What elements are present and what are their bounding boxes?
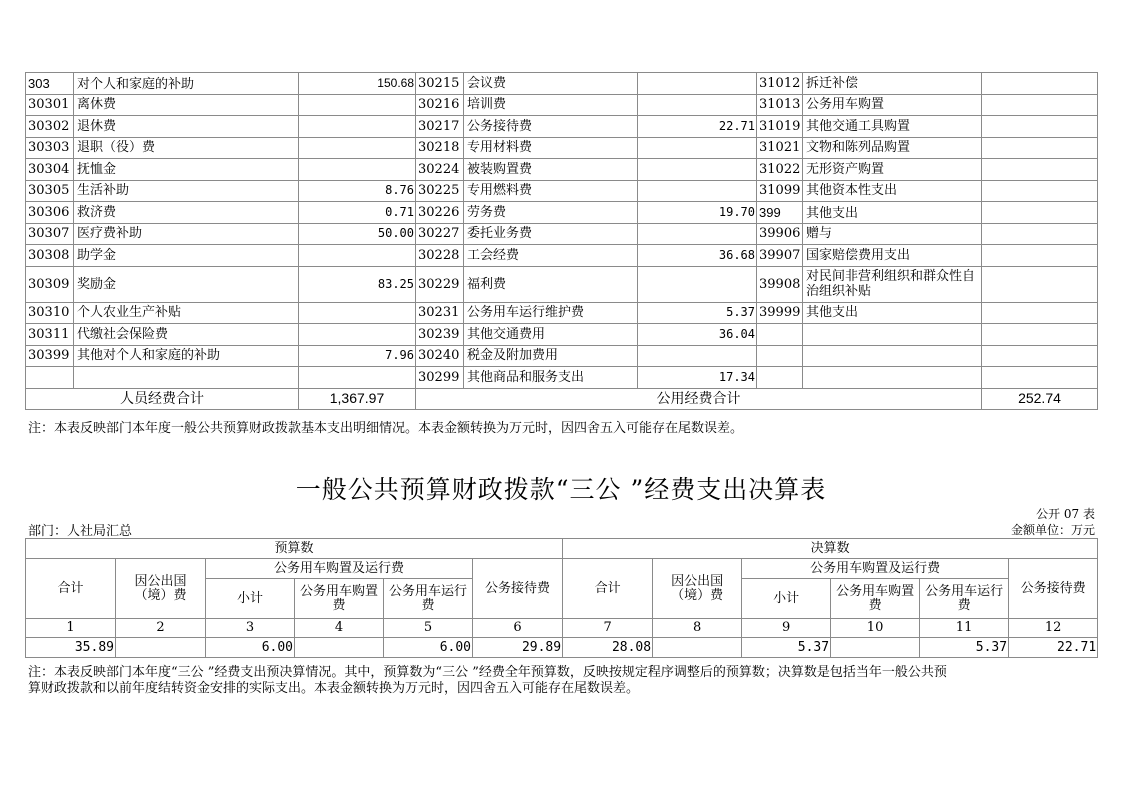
column-number: 12 bbox=[1009, 619, 1098, 638]
amount-cell bbox=[982, 137, 1098, 159]
code-cell: 399 bbox=[757, 202, 803, 224]
amount-cell: 5.37 bbox=[638, 302, 757, 324]
amount-cell bbox=[299, 324, 416, 346]
budget-total-header: 合计 bbox=[26, 559, 116, 619]
final-total-header: 合计 bbox=[563, 559, 653, 619]
amount-cell bbox=[982, 345, 1098, 367]
table-row bbox=[26, 94, 1098, 116]
code-cell: 30299 bbox=[416, 367, 464, 389]
value-cell: 35.89 bbox=[26, 638, 116, 658]
unit-label: 金额单位：万元 bbox=[1010, 523, 1095, 537]
amount-cell: 0.71 bbox=[299, 202, 416, 224]
name-cell: 会议费 bbox=[464, 73, 638, 95]
budget-vehicle-operation-header: 公务用车运行费 bbox=[384, 579, 473, 619]
name-cell: 个人农业生产补贴 bbox=[74, 302, 299, 324]
code-cell: 30225 bbox=[416, 180, 464, 202]
budget-abroad-header: 因公出国（境）费 bbox=[116, 559, 206, 619]
value-cell: 6.00 bbox=[384, 638, 473, 658]
code-cell: 31019 bbox=[757, 116, 803, 138]
name-cell: 被装购置费 bbox=[464, 159, 638, 181]
value-cell: 22.71 bbox=[1009, 638, 1098, 658]
name-cell bbox=[803, 324, 982, 346]
code-cell bbox=[757, 345, 803, 367]
amount-cell bbox=[638, 223, 757, 245]
amount-cell bbox=[982, 73, 1098, 95]
name-cell: 其他交通费用 bbox=[464, 324, 638, 346]
name-cell: 生活补助 bbox=[74, 180, 299, 202]
table-row bbox=[26, 245, 1098, 267]
amount-cell bbox=[982, 324, 1098, 346]
personnel-total-value: 1,367.97 bbox=[299, 388, 416, 409]
amount-cell: 7.96 bbox=[299, 345, 416, 367]
name-cell: 抚恤金 bbox=[74, 159, 299, 181]
final-subtotal-header: 小计 bbox=[742, 579, 831, 619]
table-row bbox=[26, 73, 1098, 95]
name-cell bbox=[803, 367, 982, 389]
department-label: 部门：人社局汇总 bbox=[28, 524, 133, 539]
form-number: 公开 07 表 bbox=[1036, 507, 1095, 521]
name-cell: 工会经费 bbox=[464, 245, 638, 267]
name-cell: 公务用车运行维护费 bbox=[464, 302, 638, 324]
final-vehicle-purchase-header: 公务用车购置费 bbox=[831, 579, 920, 619]
amount-cell bbox=[982, 159, 1098, 181]
budget-subtotal-header: 小计 bbox=[206, 579, 295, 619]
value-cell bbox=[653, 638, 742, 658]
table-row bbox=[26, 159, 1098, 181]
name-cell: 国家赔偿费用支出 bbox=[803, 245, 982, 267]
code-cell: 30239 bbox=[416, 324, 464, 346]
amount-cell: 17.34 bbox=[638, 367, 757, 389]
value-cell bbox=[831, 638, 920, 658]
name-cell bbox=[74, 367, 299, 389]
amount-cell bbox=[982, 116, 1098, 138]
code-cell: 30216 bbox=[416, 94, 464, 116]
code-cell: 31013 bbox=[757, 94, 803, 116]
name-cell: 税金及附加费用 bbox=[464, 345, 638, 367]
column-number: 11 bbox=[920, 619, 1009, 638]
amount-cell bbox=[638, 73, 757, 95]
amount-cell: 36.04 bbox=[638, 324, 757, 346]
amount-cell: 19.70 bbox=[638, 202, 757, 224]
code-cell: 31022 bbox=[757, 159, 803, 181]
code-cell: 30301 bbox=[26, 94, 74, 116]
amount-cell bbox=[299, 137, 416, 159]
amount-cell: 36.68 bbox=[638, 245, 757, 267]
public-total-value: 252.74 bbox=[982, 388, 1098, 409]
budget-reception-header: 公务接待费 bbox=[473, 559, 563, 619]
table-row bbox=[26, 345, 1098, 367]
budget-header: 预算数 bbox=[26, 539, 563, 559]
name-cell: 福利费 bbox=[464, 266, 638, 302]
note-three-public-line1: 注：本表反映部门本年度“三公 ”经费支出预决算情况。其中，预算数为“三公 ”经费全年预算数，反映按规定程序调整后的预算数；决算数是包括当年一般公共预 bbox=[28, 665, 947, 680]
code-cell: 39906 bbox=[757, 223, 803, 245]
name-cell: 其他商品和服务支出 bbox=[464, 367, 638, 389]
amount-cell: 150.68 bbox=[299, 73, 416, 95]
code-cell bbox=[26, 367, 74, 389]
code-cell: 39908 bbox=[757, 266, 803, 302]
code-cell: 30240 bbox=[416, 345, 464, 367]
basic-expenditure-detail-table bbox=[25, 72, 1098, 410]
code-cell: 30399 bbox=[26, 345, 74, 367]
code-cell: 31021 bbox=[757, 137, 803, 159]
code-cell: 30307 bbox=[26, 223, 74, 245]
name-cell: 培训费 bbox=[464, 94, 638, 116]
table-row bbox=[26, 266, 1098, 302]
amount-cell bbox=[982, 223, 1098, 245]
detail-table-body bbox=[26, 73, 1098, 389]
amount-cell bbox=[638, 345, 757, 367]
name-cell: 其他对个人和家庭的补助 bbox=[74, 345, 299, 367]
code-cell: 30302 bbox=[26, 116, 74, 138]
code-cell: 39907 bbox=[757, 245, 803, 267]
amount-cell bbox=[982, 202, 1098, 224]
code-cell: 30215 bbox=[416, 73, 464, 95]
name-cell: 其他资本性支出 bbox=[803, 180, 982, 202]
name-cell bbox=[803, 345, 982, 367]
personnel-total-label: 人员经费合计 bbox=[26, 388, 299, 409]
note-basic-expenditure: 注：本表反映部门本年度一般公共预算财政拨款基本支出明细情况。本表金额转换为万元时，因四舍五入可能存在尾数误差。 bbox=[28, 421, 744, 436]
amount-cell bbox=[982, 245, 1098, 267]
table-row bbox=[26, 324, 1098, 346]
code-cell: 30309 bbox=[26, 266, 74, 302]
name-cell: 委托业务费 bbox=[464, 223, 638, 245]
amount-cell bbox=[982, 94, 1098, 116]
name-cell: 拆迁补偿 bbox=[803, 73, 982, 95]
table-row bbox=[26, 202, 1098, 224]
final-header: 决算数 bbox=[563, 539, 1098, 559]
code-cell: 303 bbox=[26, 73, 74, 95]
value-cell: 29.89 bbox=[473, 638, 563, 658]
code-cell: 30217 bbox=[416, 116, 464, 138]
amount-cell bbox=[982, 180, 1098, 202]
name-cell: 其他支出 bbox=[803, 302, 982, 324]
final-abroad-header: 因公出国（境）费 bbox=[653, 559, 742, 619]
code-cell: 30304 bbox=[26, 159, 74, 181]
name-cell: 公务用车购置 bbox=[803, 94, 982, 116]
amount-cell bbox=[299, 159, 416, 181]
code-cell: 30224 bbox=[416, 159, 464, 181]
value-cell: 5.37 bbox=[920, 638, 1009, 658]
amount-cell: 50.00 bbox=[299, 223, 416, 245]
name-cell: 其他支出 bbox=[803, 202, 982, 224]
final-vehicle-group-header: 公务用车购置及运行费 bbox=[742, 559, 1009, 579]
amount-cell bbox=[299, 116, 416, 138]
name-cell: 劳务费 bbox=[464, 202, 638, 224]
values-row bbox=[26, 638, 1098, 658]
amount-cell: 83.25 bbox=[299, 266, 416, 302]
code-cell: 30228 bbox=[416, 245, 464, 267]
column-number: 6 bbox=[473, 619, 563, 638]
code-cell: 30305 bbox=[26, 180, 74, 202]
amount-cell bbox=[638, 94, 757, 116]
amount-cell bbox=[299, 302, 416, 324]
name-cell: 文物和陈列品购置 bbox=[803, 137, 982, 159]
value-cell bbox=[116, 638, 206, 658]
code-cell: 39999 bbox=[757, 302, 803, 324]
amount-cell bbox=[982, 367, 1098, 389]
column-number: 2 bbox=[116, 619, 206, 638]
code-cell: 30308 bbox=[26, 245, 74, 267]
code-cell: 30227 bbox=[416, 223, 464, 245]
amount-cell bbox=[982, 266, 1098, 302]
value-cell: 6.00 bbox=[206, 638, 295, 658]
amount-cell bbox=[982, 302, 1098, 324]
code-cell: 30310 bbox=[26, 302, 74, 324]
code-cell: 31099 bbox=[757, 180, 803, 202]
three-public-expenses-table bbox=[25, 538, 1098, 658]
page-title: 一般公共预算财政拨款“三公 ”经费支出决算表 bbox=[295, 475, 827, 504]
budget-vehicle-group-header: 公务用车购置及运行费 bbox=[206, 559, 473, 579]
name-cell: 救济费 bbox=[74, 202, 299, 224]
table-row bbox=[26, 223, 1098, 245]
amount-cell bbox=[638, 180, 757, 202]
column-number: 1 bbox=[26, 619, 116, 638]
final-vehicle-operation-header: 公务用车运行费 bbox=[920, 579, 1009, 619]
name-cell: 退职（役）费 bbox=[74, 137, 299, 159]
name-cell: 对民间非营利组织和群众性自治组织补贴 bbox=[803, 266, 982, 302]
final-reception-header: 公务接待费 bbox=[1009, 559, 1098, 619]
code-cell: 30311 bbox=[26, 324, 74, 346]
name-cell: 奖励金 bbox=[74, 266, 299, 302]
name-cell: 退休费 bbox=[74, 116, 299, 138]
name-cell: 助学金 bbox=[74, 245, 299, 267]
table-row bbox=[26, 180, 1098, 202]
column-number-row bbox=[26, 619, 1098, 638]
name-cell: 代缴社会保险费 bbox=[74, 324, 299, 346]
public-total-label: 公用经费合计 bbox=[416, 388, 982, 409]
column-number: 5 bbox=[384, 619, 473, 638]
table-row bbox=[26, 302, 1098, 324]
amount-cell bbox=[638, 266, 757, 302]
column-number: 10 bbox=[831, 619, 920, 638]
name-cell: 医疗费补助 bbox=[74, 223, 299, 245]
name-cell: 专用材料费 bbox=[464, 137, 638, 159]
name-cell: 专用燃料费 bbox=[464, 180, 638, 202]
column-number: 8 bbox=[653, 619, 742, 638]
code-cell: 30218 bbox=[416, 137, 464, 159]
code-cell: 30306 bbox=[26, 202, 74, 224]
amount-cell bbox=[299, 245, 416, 267]
value-cell bbox=[295, 638, 384, 658]
name-cell: 公务接待费 bbox=[464, 116, 638, 138]
table-row bbox=[26, 367, 1098, 389]
name-cell: 对个人和家庭的补助 bbox=[74, 73, 299, 95]
value-cell: 28.08 bbox=[563, 638, 653, 658]
name-cell: 离休费 bbox=[74, 94, 299, 116]
table-row bbox=[26, 137, 1098, 159]
column-number: 4 bbox=[295, 619, 384, 638]
note-three-public-line2: 算财政拨款和以前年度结转资金安排的实际支出。本表金额转换为万元时，因四舍五入可能存在尾数误差。 bbox=[28, 681, 640, 696]
amount-cell bbox=[299, 94, 416, 116]
code-cell: 30226 bbox=[416, 202, 464, 224]
totals-row bbox=[26, 388, 1098, 409]
column-number: 3 bbox=[206, 619, 295, 638]
amount-cell: 22.71 bbox=[638, 116, 757, 138]
value-cell: 5.37 bbox=[742, 638, 831, 658]
code-cell: 30303 bbox=[26, 137, 74, 159]
amount-cell bbox=[638, 159, 757, 181]
code-cell: 31012 bbox=[757, 73, 803, 95]
amount-cell bbox=[299, 367, 416, 389]
name-cell: 无形资产购置 bbox=[803, 159, 982, 181]
table-row bbox=[26, 116, 1098, 138]
code-cell: 30231 bbox=[416, 302, 464, 324]
budget-vehicle-purchase-header: 公务用车购置费 bbox=[295, 579, 384, 619]
amount-cell bbox=[638, 137, 757, 159]
code-cell: 30229 bbox=[416, 266, 464, 302]
amount-cell: 8.76 bbox=[299, 180, 416, 202]
code-cell bbox=[757, 367, 803, 389]
name-cell: 赠与 bbox=[803, 223, 982, 245]
name-cell: 其他交通工具购置 bbox=[803, 116, 982, 138]
column-number: 7 bbox=[563, 619, 653, 638]
code-cell bbox=[757, 324, 803, 346]
column-number: 9 bbox=[742, 619, 831, 638]
